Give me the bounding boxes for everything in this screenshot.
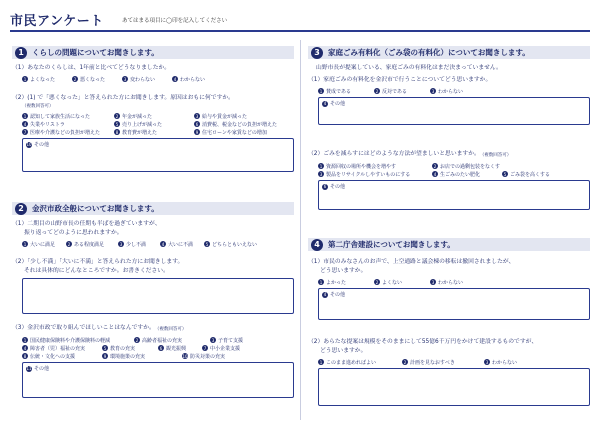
- option-label: 反対である: [382, 88, 408, 95]
- option-item[interactable]: [172, 75, 222, 83]
- option-item[interactable]: [122, 75, 172, 83]
- option-number: 5: [103, 345, 107, 351]
- page-header: [10, 6, 590, 32]
- option-label: 計画を見なおすべき: [410, 359, 455, 366]
- option-label: 賛成である: [326, 88, 352, 95]
- option-label: 医療や介護などの負担が増えた: [30, 129, 101, 136]
- option-number: 4: [173, 76, 177, 82]
- option-item[interactable]: [194, 112, 294, 120]
- section-lead: 山野市長が提案している、家庭ごみの有料化はまだ決まっていません。: [316, 65, 502, 71]
- option-label: 売り上げが減った: [122, 121, 163, 128]
- option-item[interactable]: [432, 170, 502, 178]
- other-label: [26, 365, 49, 372]
- s4-question-2: [308, 338, 590, 406]
- option-number: 6: [323, 184, 327, 189]
- other-label: [322, 291, 345, 298]
- other-label-text: その他: [330, 101, 346, 107]
- question-note: （複数回答可）: [22, 104, 54, 109]
- page-title: 市民アンケート: [10, 14, 104, 29]
- option-label: 中小企業支援: [210, 345, 241, 352]
- option-group: [22, 336, 294, 360]
- section-number-badge: 3: [311, 47, 323, 59]
- option-label: 大いに満足: [30, 241, 56, 248]
- option-number: 1: [319, 88, 323, 94]
- option-label: ごみ袋を高くする: [510, 171, 551, 178]
- question-text-line2: 振り返ってどのように思われますか。: [24, 230, 123, 236]
- option-group: [318, 278, 590, 286]
- option-label: 失業やリストラ: [30, 121, 65, 128]
- option-item[interactable]: [114, 128, 194, 136]
- option-number: 8: [115, 129, 119, 135]
- question-text: （3）金沢市政で取り組んでほしいことはなんですか。: [12, 325, 155, 331]
- option-label: 年金が減った: [122, 113, 153, 120]
- other-answer-box[interactable]: [318, 180, 590, 210]
- s1-question-2: [12, 94, 294, 172]
- option-number: 5: [205, 241, 209, 247]
- option-label: 住宅ローンや家賃などの増加: [202, 129, 267, 136]
- option-number: 3: [211, 337, 215, 343]
- option-item[interactable]: [22, 128, 114, 136]
- other-label: [322, 100, 345, 107]
- option-label: よくなった: [30, 76, 56, 83]
- option-item[interactable]: [102, 344, 158, 352]
- option-number: 1: [23, 337, 27, 343]
- option-label: 資源回収の場所や機会を増やす: [326, 163, 397, 170]
- option-label: わからない: [438, 88, 464, 95]
- section-title: 家庭ごみ有料化（ごみ袋の有料化）についてお聞きします。: [328, 48, 530, 57]
- s2-question-2: [12, 258, 294, 314]
- option-label: 悪くなった: [80, 76, 106, 83]
- option-number: 10: [182, 353, 188, 359]
- question-text: （2）(1) で「悪くなった」と答えられた方にお聞きします。原因はおもに何ですか。: [12, 95, 234, 101]
- option-item[interactable]: [72, 75, 122, 83]
- question-row: [308, 150, 590, 159]
- section-3-header: [308, 46, 590, 59]
- option-label: 教育の充実: [110, 345, 136, 352]
- free-answer-box[interactable]: [318, 368, 590, 406]
- option-item[interactable]: [114, 112, 194, 120]
- section-title: 金沢市政全般についてお聞きします。: [32, 204, 159, 213]
- option-group: [22, 240, 294, 248]
- option-label: 教育費が増えた: [122, 129, 158, 136]
- option-item[interactable]: [374, 278, 430, 286]
- section-number-badge: 1: [15, 47, 27, 59]
- section-1-header: [12, 46, 294, 59]
- option-label: 少し不満: [126, 241, 147, 248]
- s2-question-1: [12, 220, 294, 248]
- option-label: わからない: [438, 279, 464, 286]
- option-number: 3: [195, 113, 199, 119]
- question-row: [12, 324, 294, 333]
- option-label: どちらともいえない: [212, 241, 258, 248]
- other-answer-box[interactable]: [318, 288, 590, 320]
- section-title: 第二庁舎建設についてお聞きします。: [328, 240, 455, 249]
- section-2-header: [12, 202, 294, 215]
- s2-question-3: [12, 324, 294, 398]
- question-text: （1）市民のみなさんのお声で、上空通路と議会棟の移転は撤回されましたが、: [308, 259, 515, 265]
- option-label: よくない: [382, 279, 403, 286]
- option-number: 3: [119, 241, 123, 247]
- option-item[interactable]: [318, 278, 374, 286]
- other-label-text: その他: [330, 184, 346, 190]
- option-number: 3: [431, 88, 435, 94]
- question-text: （1）あなたのくらしは、1年前と比べてどうなりましたか。: [12, 65, 171, 71]
- option-label: 変わらない: [130, 76, 156, 83]
- option-item[interactable]: [118, 240, 160, 248]
- option-label: ある程度満足: [74, 241, 105, 248]
- option-item[interactable]: [502, 170, 572, 178]
- option-label: よかった: [326, 279, 347, 286]
- option-item[interactable]: [160, 240, 204, 248]
- other-answer-box[interactable]: [22, 138, 294, 172]
- option-group: [318, 358, 590, 366]
- other-label-text: その他: [34, 142, 50, 148]
- option-group: [22, 75, 294, 83]
- option-item[interactable]: [210, 336, 282, 344]
- option-item[interactable]: [202, 344, 262, 352]
- s3-lead: [308, 64, 590, 73]
- section-title: くらしの問題についてお聞きします。: [32, 48, 159, 57]
- column-divider: [300, 40, 301, 420]
- option-number: 4: [161, 241, 165, 247]
- option-number: 3: [431, 279, 435, 285]
- option-group: [318, 162, 590, 178]
- option-number: 8: [23, 353, 27, 359]
- option-item[interactable]: [22, 120, 114, 128]
- option-item[interactable]: [22, 336, 134, 344]
- s1-question-1: [12, 64, 294, 83]
- option-label: 障害者（児）福祉の充実: [30, 345, 86, 352]
- page-instruction: あてはまる項目に◯印を記入してください: [122, 18, 228, 24]
- option-item[interactable]: [22, 344, 102, 352]
- option-label: 環境施策の充実: [110, 353, 146, 360]
- option-label: 子育て支援: [218, 337, 244, 344]
- option-label: 給与や賃金が減った: [202, 113, 248, 120]
- option-number: 7: [23, 129, 27, 135]
- question-text: （2）「少し不満」「大いに不満」と答えられた方にお聞きします。: [12, 259, 184, 265]
- section-4-header: [308, 238, 590, 251]
- other-label-text: その他: [34, 366, 50, 372]
- option-label: このまま進めればよい: [326, 359, 377, 366]
- option-label: 大いに不満: [168, 241, 194, 248]
- option-number: 9: [195, 129, 199, 135]
- s3-question-2: [308, 150, 590, 210]
- option-item[interactable]: [182, 352, 262, 360]
- option-label: 伝統・文化への支援: [30, 353, 76, 360]
- option-number: 4: [323, 292, 327, 297]
- other-answer-box[interactable]: [318, 97, 590, 125]
- option-number: 10: [26, 142, 32, 147]
- option-label: わからない: [180, 76, 206, 83]
- option-number: 3: [123, 76, 127, 82]
- option-label: 認知して家族生活になった: [30, 113, 91, 120]
- option-label: 消費税、税金などの負担が増えた: [202, 121, 278, 128]
- free-answer-box[interactable]: [22, 278, 294, 314]
- option-item[interactable]: [402, 358, 484, 366]
- option-item[interactable]: [102, 352, 182, 360]
- option-number: 2: [73, 76, 77, 82]
- other-label: [26, 141, 49, 148]
- option-item[interactable]: [194, 120, 294, 128]
- question-text: （2）あらたな提案は規模をそのままにして55億6千万円をかけて建設するものですが、: [308, 339, 538, 345]
- option-number: 5: [115, 121, 119, 127]
- option-number: 1: [319, 359, 323, 365]
- option-number: 1: [23, 241, 27, 247]
- option-number: 4: [23, 121, 27, 127]
- option-label: お店での過剰包装をなくす: [440, 163, 501, 170]
- option-item[interactable]: [22, 75, 72, 83]
- option-number: 11: [26, 366, 32, 371]
- option-number: 1: [23, 76, 27, 82]
- question-text-line2: どう思いますか。: [320, 348, 367, 354]
- option-number: 2: [135, 337, 139, 343]
- option-item[interactable]: [114, 120, 194, 128]
- option-item[interactable]: [484, 358, 540, 366]
- option-number: 2: [375, 279, 379, 285]
- section-number-badge: 4: [311, 239, 323, 251]
- option-item[interactable]: [318, 87, 374, 95]
- option-label: 製品をリサイクルしやすいものにする: [326, 171, 411, 178]
- option-number: 3: [319, 171, 323, 177]
- other-label-text: その他: [330, 292, 346, 298]
- question-text: （2）ごみを減らすにはどのような方法が望ましいと思いますか。: [308, 151, 480, 157]
- option-number: 4: [433, 171, 437, 177]
- option-item[interactable]: [374, 87, 430, 95]
- option-item[interactable]: [22, 240, 66, 248]
- other-label: [322, 183, 345, 190]
- option-group: [318, 87, 590, 95]
- option-item[interactable]: [318, 358, 402, 366]
- option-item[interactable]: [204, 240, 284, 248]
- s3-question-1: [308, 76, 590, 125]
- option-number: 2: [115, 113, 119, 119]
- question-text: （1）家庭ごみの有料化を金沢市で行うことについてどう思いますか。: [308, 77, 492, 83]
- option-item[interactable]: [22, 112, 114, 120]
- option-label: 高齢者福祉の充実: [142, 337, 183, 344]
- option-item[interactable]: [430, 87, 486, 95]
- option-number: 4: [323, 101, 327, 106]
- question-note: （複数回答可）: [154, 326, 187, 332]
- option-item[interactable]: [66, 240, 118, 248]
- question-text-line2: それは具体的にどんなところですか。お書きください。: [24, 268, 169, 274]
- option-label: 防災対策の充実: [190, 353, 226, 360]
- option-item[interactable]: [318, 162, 432, 170]
- option-item[interactable]: [22, 352, 102, 360]
- option-number: 2: [375, 88, 379, 94]
- option-label: 国民健康保険料や介護保険料の軽減: [30, 337, 111, 344]
- option-number: 4: [23, 345, 27, 351]
- option-number: 7: [203, 345, 207, 351]
- option-number: 6: [159, 345, 163, 351]
- section-number-badge: 2: [15, 203, 27, 215]
- option-item[interactable]: [194, 128, 294, 136]
- option-item[interactable]: [430, 278, 486, 286]
- option-item[interactable]: [134, 336, 210, 344]
- option-number: 9: [103, 353, 107, 359]
- option-item[interactable]: [318, 170, 432, 178]
- option-number: 1: [319, 163, 323, 169]
- option-label: わからない: [492, 359, 518, 366]
- option-number: 2: [433, 163, 437, 169]
- option-item[interactable]: [432, 162, 532, 170]
- option-number: 2: [67, 241, 71, 247]
- s4-question-1: [308, 258, 590, 320]
- option-number: 2: [403, 359, 407, 365]
- option-item[interactable]: [158, 344, 202, 352]
- other-answer-box[interactable]: [22, 362, 294, 398]
- option-number: 1: [23, 113, 27, 119]
- option-number: 1: [319, 279, 323, 285]
- option-number: 6: [195, 121, 199, 127]
- question-text-line2: どう思いますか。: [320, 268, 367, 274]
- option-label: 観光振興: [166, 345, 187, 352]
- question-text: （1）二期目の山野市長の任期も半ばを過ぎていますが、: [12, 221, 161, 227]
- option-label: 生ごみのたい肥化: [440, 171, 481, 178]
- option-number: 3: [485, 359, 489, 365]
- option-group: [22, 112, 294, 136]
- option-number: 5: [503, 171, 507, 177]
- question-note: （複数回答可）: [479, 152, 512, 158]
